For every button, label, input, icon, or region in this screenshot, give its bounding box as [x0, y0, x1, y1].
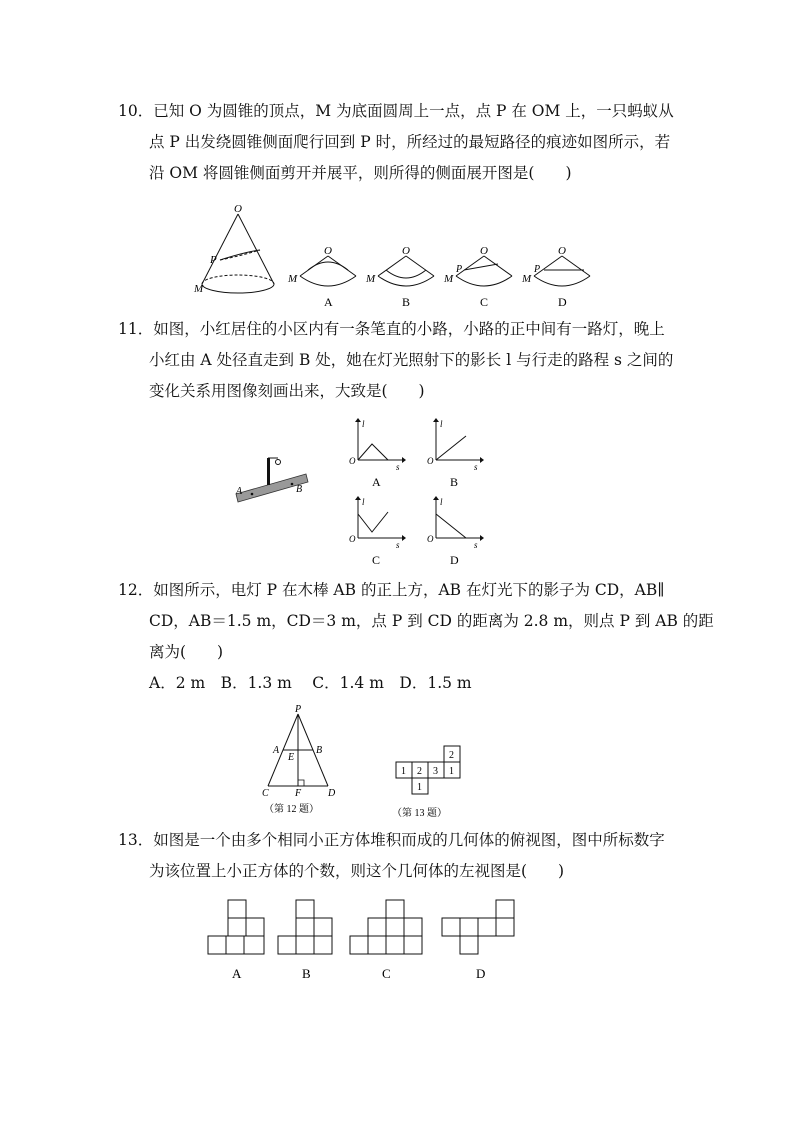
q13-option-b-label: B — [302, 966, 311, 981]
q13-line-1: 13．如图是一个由多个相同小正方体堆积而成的几何体的俯视图，图中所标数字 — [118, 831, 665, 849]
svg-text:1: 1 — [417, 782, 422, 793]
triangle-diagram — [262, 704, 336, 815]
q13-option-a-label: A — [232, 966, 242, 981]
q11-option-c-label: C — [372, 553, 381, 567]
svg-text:l: l — [362, 419, 365, 429]
svg-text:O: O — [427, 534, 434, 544]
q13-option-c — [350, 900, 422, 981]
q12-q13-figures — [258, 702, 478, 822]
svg-text:C: C — [262, 788, 269, 799]
svg-text:P: P — [295, 704, 302, 715]
q10-line-3: 沿 OM 将圆锥侧面剪开并展平，则所得的侧面展开图是( ) — [149, 164, 572, 182]
q11-graph-d — [427, 496, 484, 567]
svg-text:M: M — [444, 273, 454, 285]
q12-choices: A．2 m B．1.3 m C．1.4 m D．1.5 m — [149, 674, 472, 692]
svg-text:M: M — [522, 273, 532, 285]
svg-text:P: P — [456, 264, 463, 275]
svg-text:E: E — [288, 752, 295, 763]
svg-text:l: l — [440, 419, 443, 429]
svg-text:O: O — [402, 245, 410, 257]
svg-text:1: 1 — [449, 766, 454, 777]
q12-line-3: 离为( ) — [149, 643, 224, 661]
svg-text:F: F — [295, 788, 302, 799]
q10-line-2: 点 P 出发绕圆锥侧面爬行回到 P 时，所经过的最短路径的痕迹如图所示，若 — [149, 133, 671, 151]
q11-option-d-label: D — [450, 553, 459, 567]
svg-text:D: D — [328, 788, 336, 799]
question-12 — [118, 575, 714, 699]
question-11 — [118, 314, 678, 407]
q11-line-3: 变化关系用图像刻画出来，大致是( ) — [149, 382, 425, 400]
q11-graph-c — [349, 496, 406, 567]
q13-option-d — [442, 900, 514, 981]
q10-option-c — [443, 245, 512, 309]
q10-line-1: 10．已知 O 为圆锥的顶点，M 为底面圆周上一点，点 P 在 OM 上，一只蚂蚁从 — [118, 102, 674, 120]
q10-option-a-label: A — [324, 295, 333, 309]
q13-option-a — [208, 900, 264, 981]
q13-line-2: 为该位置上小正方体的个数，则这个几何体的左视图是( ) — [149, 862, 565, 880]
svg-text:2: 2 — [417, 766, 422, 777]
svg-text:l: l — [362, 497, 365, 507]
cone-label-p: P — [210, 254, 217, 266]
q10-option-d — [521, 245, 590, 309]
q11-graph-b — [427, 418, 484, 489]
road-label-b: B — [296, 484, 303, 495]
q12-line-2: CD，AB＝1.5 m，CD＝3 m，点 P 到 CD 的距离为 2.8 m，则点 P 到 AB 的距 — [149, 612, 714, 630]
q13-caption: （第 13 题） — [392, 808, 447, 819]
q11-figure — [230, 418, 500, 570]
q10-option-b — [365, 245, 434, 309]
svg-text:P: P — [534, 264, 541, 275]
road-lamp-diagram — [235, 458, 308, 502]
top-view-grid — [392, 746, 460, 819]
q12-caption: （第 12 题） — [264, 804, 319, 815]
svg-text:O: O — [349, 534, 356, 544]
question-10 — [118, 96, 678, 189]
q13-option-b — [278, 900, 332, 981]
svg-text:s: s — [396, 540, 400, 550]
svg-text:1: 1 — [401, 766, 406, 777]
svg-text:O: O — [427, 456, 434, 466]
svg-text:O: O — [349, 456, 356, 466]
q11-line-1: 11．如图，小红居住的小区内有一条笔直的小路，小路的正中间有一路灯，晚上 — [118, 320, 665, 338]
q10-figure — [190, 200, 620, 312]
q13-option-d-label: D — [476, 966, 486, 981]
svg-text:O: O — [480, 245, 488, 257]
q13-option-c-label: C — [382, 966, 391, 981]
svg-text:A: A — [273, 745, 280, 756]
q10-option-c-label: C — [480, 295, 489, 309]
svg-text:s: s — [396, 462, 400, 472]
q11-option-a-label: A — [372, 475, 381, 489]
svg-text:s: s — [474, 462, 478, 472]
svg-text:s: s — [474, 540, 478, 550]
q11-option-b-label: B — [450, 475, 459, 489]
svg-text:M: M — [366, 273, 376, 285]
road-label-a: A — [236, 486, 243, 497]
svg-text:3: 3 — [433, 766, 438, 777]
svg-text:M: M — [288, 273, 298, 285]
cone-label-o: O — [234, 203, 242, 215]
cone-diagram — [193, 203, 274, 295]
q12-line-1: 12．如图所示，电灯 P 在木棒 AB 的正上方，AB 在灯光下的影子为 CD，AB∥ — [118, 581, 665, 599]
q11-graph-a — [349, 418, 406, 489]
q10-option-a — [287, 245, 356, 309]
question-13 — [118, 825, 678, 887]
q10-option-b-label: B — [402, 295, 411, 309]
q13-options-figure — [200, 898, 530, 988]
svg-text:O: O — [558, 245, 566, 257]
svg-text:B: B — [316, 745, 323, 756]
svg-text:l: l — [440, 497, 443, 507]
svg-text:2: 2 — [449, 750, 454, 761]
q11-line-2: 小红由 A 处径直走到 B 处，她在灯光照射下的影长 l 与行走的路程 s 之间的 — [149, 351, 674, 369]
q10-option-d-label: D — [558, 295, 567, 309]
cone-label-m: M — [194, 283, 204, 295]
svg-text:O: O — [324, 245, 332, 257]
